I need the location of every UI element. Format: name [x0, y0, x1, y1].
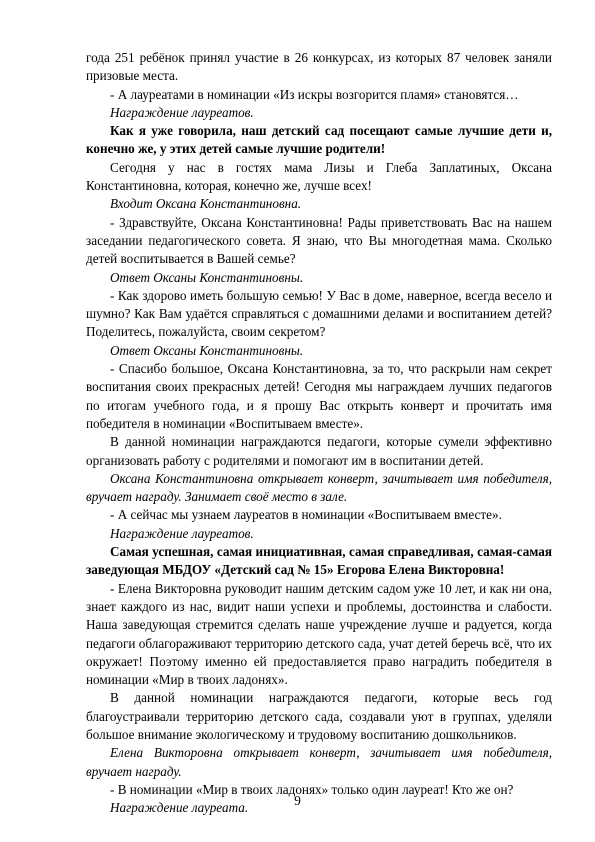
paragraph-3: Сегодня у нас в гостях мама Лизы и Глеба Заплатиных, Оксана Константиновна, которая, конечно же, лучше всех! [86, 159, 552, 194]
stage-direction-7: Елена Викторовна открывает конверт, зачитывает имя победителя, вручает награду. [86, 745, 552, 779]
paragraph-5: - Как здорово иметь большую семью! У Вас в доме, наверное, всегда весело и шумно? Как Вам удаётся справляться с домашними делами и воспитанием детей? Поделитесь, пожалуйста, своим секретом? [86, 287, 552, 340]
paragraph-bold-1: Как я уже говорила, наш детский сад посещают самые лучшие дети и, конечно же, у этих детей самые лучшие родители! [86, 123, 552, 157]
paragraph-1: года 251 ребёнок принял участие в 26 конкурсах, из которых 87 человек заняли призовые места. [86, 50, 552, 84]
paragraph-6: - Спасибо большое, Оксана Константиновна, за то, что раскрыли нам секрет воспитания своих прекрасных детей! Сегодня мы награждаем лучших педагогов по итогам учебного года, и я прошу Вас открыть конверт и прочитать имя победителя в номинации «Воспитываем вместе». [86, 361, 552, 431]
stage-direction-1: Награждение лауреатов. [110, 104, 254, 120]
stage-direction-4: Ответ Оксаны Константиновны. [110, 342, 304, 358]
paragraph-bold-2: Самая успешная, самая инициативная, самая справедливая, самая-самая заведующая МБДОУ «Детский сад № 15» Егорова Елена Викторовна! [86, 544, 552, 578]
paragraph-4: - Здравствуйте, Оксана Константиновна! Рады приветствовать Вас на нашем заседании педагогического совета. Я знаю, что Вы многодетная мама. Сколько детей воспитывается в Вашей семье? [86, 214, 552, 267]
paragraph-10: В данной номинации награждаются педагоги, которые весь год благоустраивали территорию детского сада, создавали уют в группах, уделяли большое внимание экологическому и трудовому воспитанию дошкольников. [86, 690, 552, 742]
stage-direction-3: Ответ Оксаны Константиновны. [110, 269, 304, 285]
paragraph-11: - В номинации «Мир в твоих ладонях» только один лауреат! Кто же он? [110, 781, 514, 797]
document-page [86, 49, 552, 817]
stage-direction-2: Входит Оксана Константиновна. [110, 196, 302, 212]
paragraph-8: - А сейчас мы узнаем лауреатов в номинации «Воспитываем вместе». [110, 507, 502, 523]
stage-direction-6: Награждение лауреатов. [110, 525, 254, 541]
stage-direction-5: Оксана Константиновна открывает конверт, зачитывает имя победителя, вручает награду. Занимает своё место в зале. [86, 470, 552, 505]
paragraph-2: - А лауреатами в номинации «Из искры возгорится пламя» становятся… [110, 86, 519, 102]
stage-direction-8: Награждение лауреата. [110, 800, 249, 816]
paragraph-7: В данной номинации награждаются педагоги, которые сумели эффективно организовать работу с родителями и помогают им в воспитании детей. [86, 434, 552, 468]
paragraph-9: - Елена Викторовна руководит нашим детским садом уже 10 лет, и как ни она, знает каждого из нас, видит наши успехи и проблемы, достоинства и слабости. Наша заведующая стремится сделать наше учреждение лучше и радуется, когда педагоги облагораживают территорию детского сада, учат детей беречь всё, что их окружает! Поэтому именно ей предоставляется право наградить победителя в номинации «Мир в твоих ладонях». [86, 580, 552, 688]
page-number: 9 [294, 793, 301, 808]
